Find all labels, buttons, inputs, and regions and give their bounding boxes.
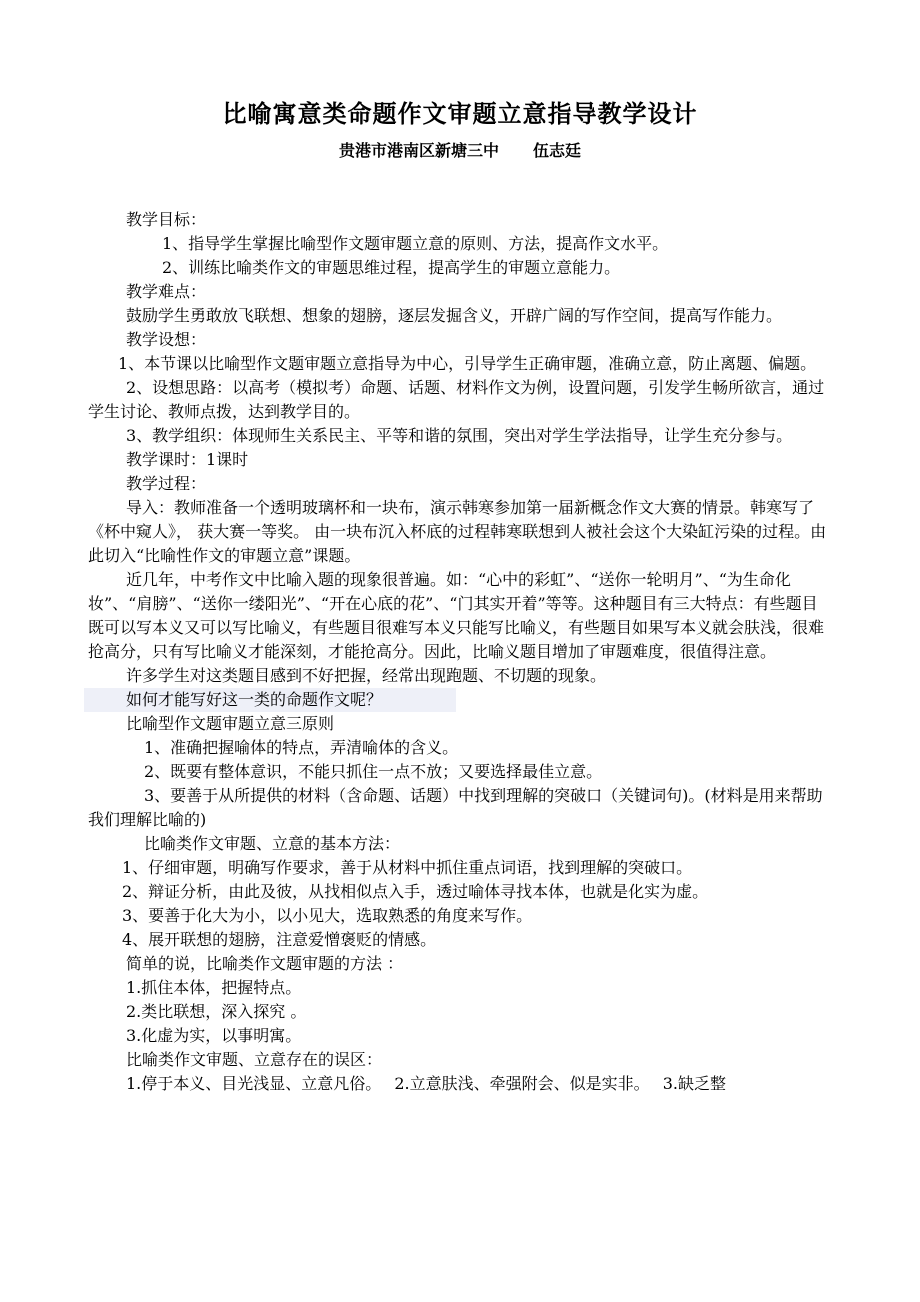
paragraph: 许多学生对这类题目感到不好把握，经常出现跑题、不切题的现象。 xyxy=(126,666,607,685)
simple-method-item: 3.化虚为实，以事明寓。 xyxy=(126,1026,302,1045)
principle-item: 2、既要有整体意识，不能只抓住一点不放；又要选择最佳立意。 xyxy=(144,762,603,781)
misconception-items: 1.停于本义、目光浅显、立意凡俗。 2.立意肤浅、牵强附会、似是实非。 3.缺乏整 xyxy=(126,1074,726,1093)
heading-teaching-difficulty: 教学难点： xyxy=(126,282,207,301)
goal-item: 1、指导学生掌握比喻型作文题审题立意的原则、方法，提高作文水平。 xyxy=(162,234,669,253)
heading-teaching-plan: 教学设想： xyxy=(126,330,207,349)
paragraph: 2、设想思路：以高考（模拟考）命题、话题、材料作文为例，设置问题，引发学生畅所欲言，通过学生讨论、教师点拨，达到教学目的。 xyxy=(88,378,825,421)
school-name: 贵港市港南区新塘三中 xyxy=(338,141,499,160)
simple-method-item: 1.抓住本体，把握特点。 xyxy=(126,978,302,997)
method-item: 3、要善于化大为小，以小见大，选取熟悉的角度来写作。 xyxy=(122,906,533,925)
document-title: 比喻寓意类命题作文审题立意指导教学设计 xyxy=(222,99,698,128)
heading-basic-methods: 比喻类作文审题、立意的基本方法： xyxy=(144,834,401,853)
document-body xyxy=(88,208,833,1096)
principle-item: 1、准确把握喻体的特点，弄清喻体的含义。 xyxy=(144,738,459,757)
method-item: 1、仔细审题，明确写作要求，善于从材料中抓住重点词语，找到理解的突破口。 xyxy=(122,858,693,877)
teaching-hours: 教学课时：1课时 xyxy=(126,450,249,469)
heading-misconceptions: 比喻类作文审题、立意存在的误区： xyxy=(126,1050,383,1069)
heading-teaching-process: 教学过程： xyxy=(126,474,207,493)
method-item: 2、辩证分析，由此及彼，从找相似点入手，透过喻体寻找本体，也就是化实为虚。 xyxy=(122,882,709,901)
simple-method-item: 2.类比联想，深入探究 。 xyxy=(126,1002,307,1021)
paragraph: 鼓励学生勇敢放飞联想、想象的翅膀，逐层发掘含义，开辟广阔的写作空间，提高写作能力。 xyxy=(126,306,783,325)
highlighted-question: 如何才能写好这一类的命题作文呢？ xyxy=(84,688,456,712)
author-line xyxy=(0,138,920,161)
principle-item: 3、要善于从所提供的材料（含命题、话题）中找到理解的突破口（关键词句)。(材料是用来帮助我们理解比喻的) xyxy=(88,786,823,829)
heading-simple-methods: 简单的说，比喻类作文题审题的方法 ： xyxy=(126,954,404,973)
heading-teaching-goals: 教学目标： xyxy=(126,210,207,229)
author-name: 伍志廷 xyxy=(533,141,582,160)
paragraph: 1、本节课以比喻型作文题审题立意指导为中心，引导学生正确审题，准确立意，防止离题、偏题。 xyxy=(118,354,817,373)
paragraph: 导入：教师准备一个透明玻璃杯和一块布，演示韩寒参加第一届新概念作文大赛的情景。韩寒写了《杯中窥人》， 获大赛一等奖。 由一块布沉入杯底的过程韩寒联想到人被社会这个大染缸污染的过程。由此切入“比喻性作文的审题立意”课题。 xyxy=(88,498,827,565)
method-item: 4、展开联想的翅膀，注意爱憎褒贬的情感。 xyxy=(122,930,437,949)
goal-item: 2、训练比喻类作文的审题思维过程，提高学生的审题立意能力。 xyxy=(162,258,621,277)
heading-three-principles: 比喻型作文题审题立意三原则 xyxy=(126,714,335,733)
paragraph: 3、教学组织：体现师生关系民主、平等和谐的氛围，突出对学生学法指导，让学生充分参与。 xyxy=(126,426,793,445)
paragraph: 近几年，中考作文中比喻入题的现象很普遍。如：“心中的彩虹”、“送你一轮明月”、“为生命化妆”、“肩膀”、“送你一缕阳光”、“开在心底的花”、“门其实开着”等等。这种题目有三大特点：有些题目既可以写本义又可以写比喻义，有些题目很难写本义只能写比喻义，有些题目如果写本义就会肤浅，很难抢高分，只有写比喻义才能深刻，才能抢高分。因此，比喻义题目增加了审题难度，很值得注意。 xyxy=(88,570,825,661)
